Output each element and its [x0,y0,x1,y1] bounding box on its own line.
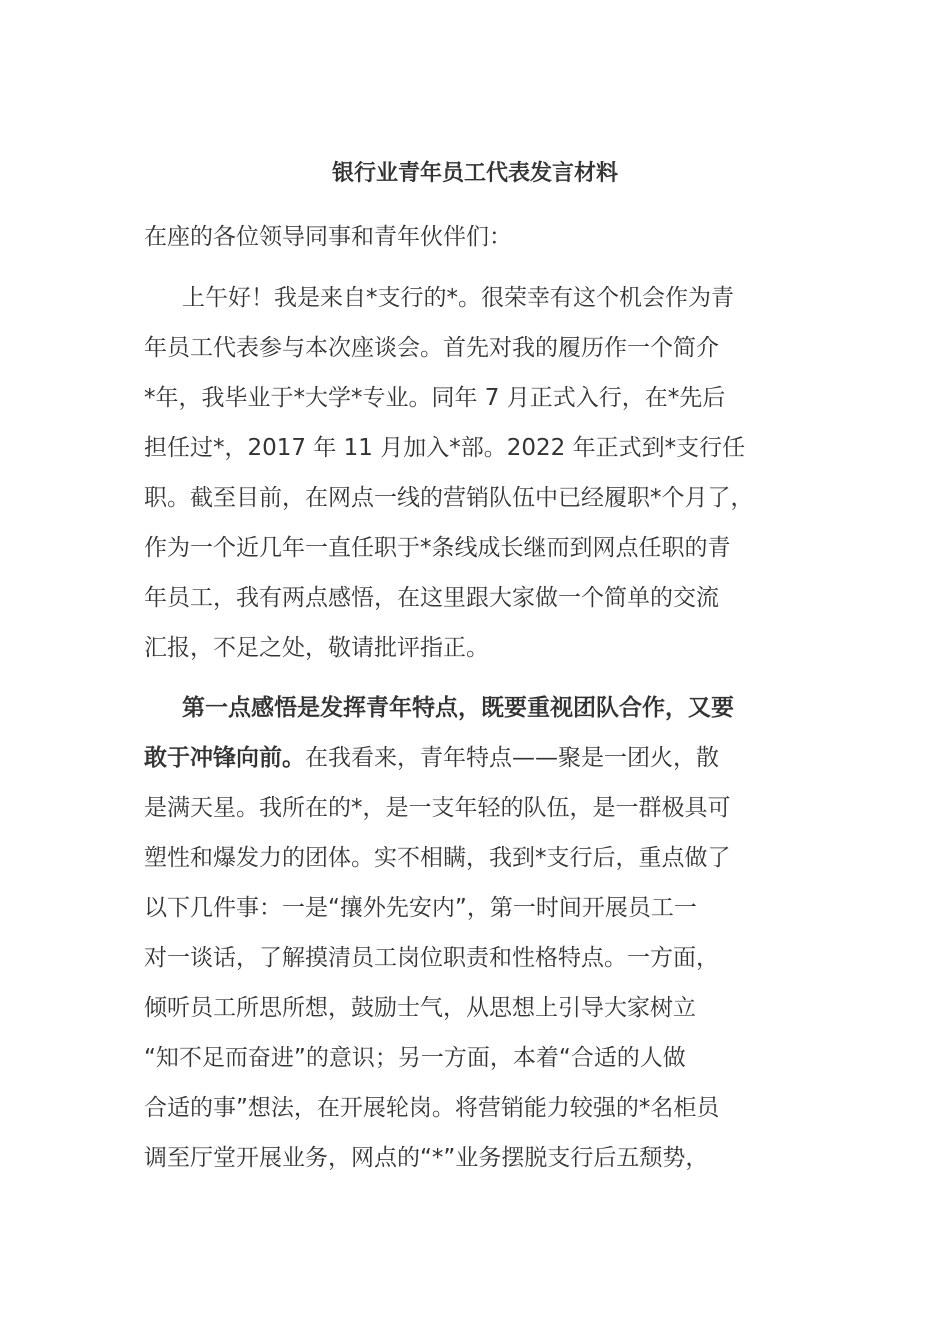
paragraph-line: 作为一个近几年一直任职于*条线成长继而到网点任职的青 [144,535,731,561]
mixed-heading-line [144,740,844,776]
paragraph-text: 在我看来，青年特点——聚是一团火，散 [305,745,719,771]
section-heading-line: 第一点感悟是发挥青年特点，既要重视团队合作，又要 [182,695,734,721]
paragraph-line: 担任过*，2017 年 11 月加入*部。2022 年正式到*支行任 [144,435,746,461]
paragraph-line: 合适的事”想法，在开展轮岗。将营销能力较强的*名柜员 [144,1095,720,1121]
paragraph-line: 年员工代表参与本次座谈会。首先对我的履历作一个简介 [144,335,719,361]
greeting-line: 在座的各位领导同事和青年伙伴们： [144,224,512,250]
paragraph-line: 塑性和爆发力的团体。实不相瞒，我到*支行后，重点做了 [144,845,731,871]
paragraph-line: 倾听员工所思所想，鼓励士气，从思想上引导大家树立 [144,995,696,1021]
paragraph-line: *年，我毕业于*大学*专业。同年 7 月正式入行，在*先后 [144,385,726,411]
paragraph-line: 以下几件事：一是“攘外先安内”，第一时间开展员工一 [144,895,697,921]
paragraph-line: 调至厅堂开展业务，网点的“*”业务摆脱支行后五颓势， [144,1145,709,1171]
paragraph-line: 是满天星。我所在的*，是一支年轻的队伍，是一群极具可 [144,795,731,821]
paragraph-line: “知不足而奋进”的意识；另一方面，本着“合适的人做 [144,1045,686,1071]
document-title: 银行业青年员工代表发言材料 [331,161,618,186]
paragraph-line: 上午好！我是来自*支行的*。很荣幸有这个机会作为青 [182,285,734,311]
section-heading-end: 敢于冲锋向前。 [144,745,305,771]
paragraph-line: 汇报，不足之处，敬请批评指正。 [144,635,489,661]
paragraph-line: 职。截至目前，在网点一线的营销队伍中已经履职*个月了， [144,485,754,511]
paragraph-line: 年员工，我有两点感悟，在这里跟大家做一个简单的交流 [144,585,719,611]
paragraph-line: 对一谈话，了解摸清员工岗位职责和性格特点。一方面， [144,945,719,971]
